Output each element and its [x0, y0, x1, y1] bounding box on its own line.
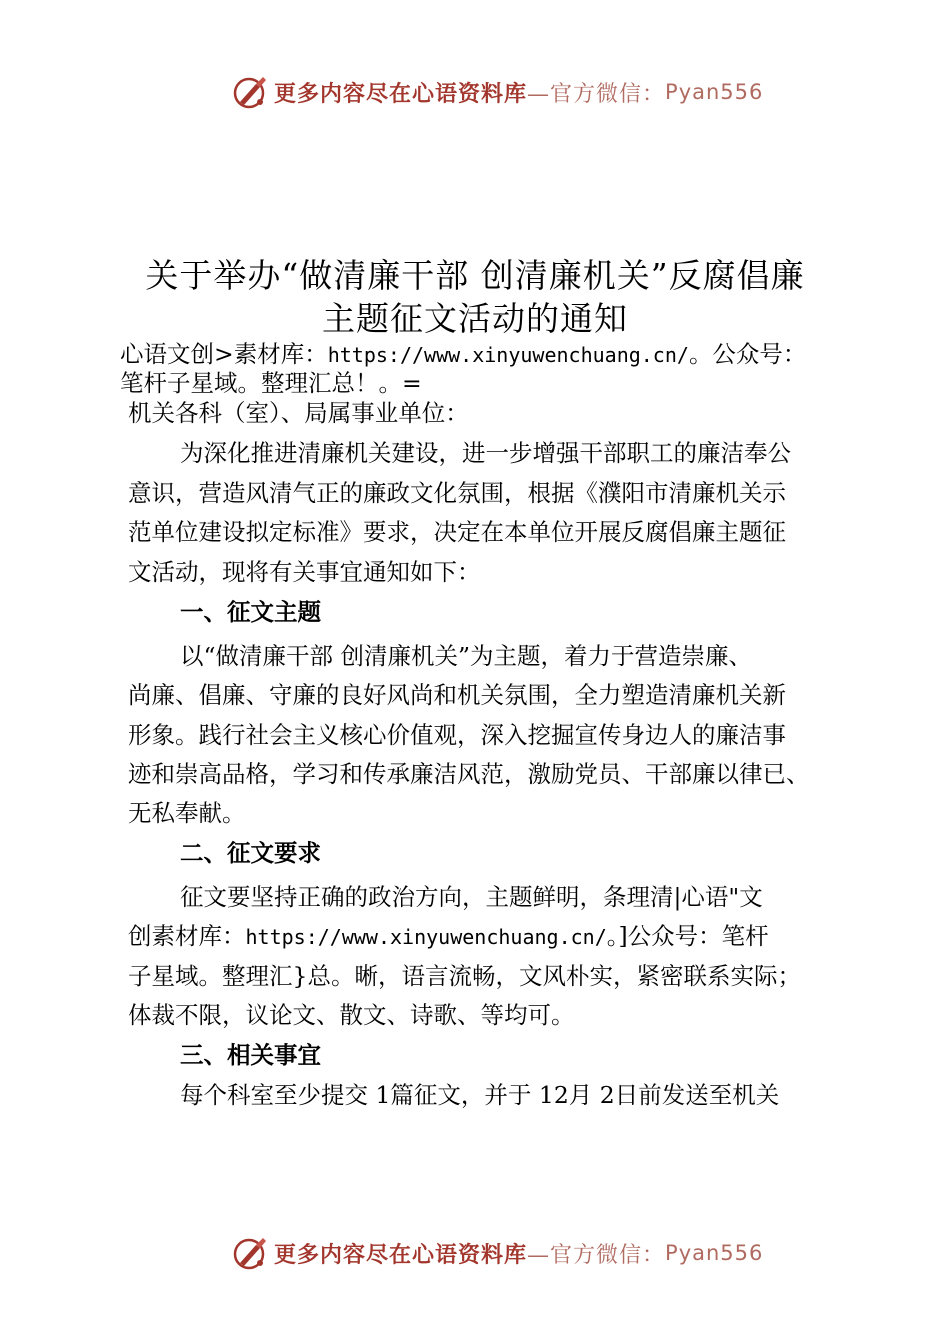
document-title-line-2: 主题征文活动的通知: [322, 299, 628, 338]
section3-line: 每个科室至少提交 1篇征文，并于 12月 2日前发送至机关: [180, 1081, 780, 1109]
section-heading-theme: 一、征文主题: [180, 598, 321, 626]
section1-line: 尚廉、倡廉、守廉的良好风尚和机关氛围，全力塑造清廉机关新: [128, 681, 786, 709]
section1-line: 迹和崇高品格，学习和传承廉洁风范，激励党员、干部廉以律已、: [128, 760, 810, 788]
watermark-wechat-id: Pyan556: [665, 80, 764, 104]
section2-url: https://www.xinyuwenchuang.cn/: [245, 925, 607, 949]
addressee: 机关各科（室）、局属事业单位：: [128, 399, 469, 427]
section2-line: 子星域。整理汇}总。晰，语言流畅，文风朴实，紧密联系实际；: [128, 962, 801, 990]
section2-line: 体裁不限，议论文、散文、诗歌、等均可。: [128, 1001, 575, 1029]
section2-line-suffix: 。]公众号：笔杆: [606, 922, 769, 950]
watermark-wechat-id: Pyan556: [665, 1241, 764, 1265]
source-note-line-1: [120, 340, 806, 369]
pen-logo-icon: [230, 72, 270, 112]
source-note-line-2: 笔杆子星域。整理汇总！。=: [120, 369, 422, 397]
footer-watermark: [230, 1233, 763, 1273]
section2-line: 征文要坚持正确的政治方向，主题鲜明，条理清|心语"文: [180, 883, 763, 911]
watermark-main-text: 更多内容尽在心语资料库: [274, 1241, 528, 1268]
section-heading-matters: 三、相关事宜: [180, 1041, 321, 1069]
intro-line: 范单位建设拟定标准》要求，决定在本单位开展反腐倡廉主题征: [128, 518, 786, 546]
section1-line: 形象。践行社会主义核心价值观，深入挖掘宣传身边人的廉洁事: [128, 721, 786, 749]
source-note-suffix: 。公众号：: [688, 340, 807, 368]
watermark-sub-text: —官方微信：: [527, 81, 666, 107]
source-note-url: https://www.xinyuwenchuang.cn/: [327, 343, 689, 367]
pen-logo-icon: [230, 1233, 270, 1273]
source-note-prefix: 心语文创>素材库：: [120, 340, 328, 368]
watermark-main-text: 更多内容尽在心语资料库: [274, 80, 528, 107]
intro-line: 意识，营造风清气正的廉政文化氛围，根据《濮阳市清廉机关示: [128, 479, 786, 507]
document-title-line-1: 关于举办“做清廉干部 创清廉机关”反腐倡廉: [145, 256, 805, 295]
section1-line: 无私奉献。: [128, 799, 246, 827]
intro-line: 为深化推进清廉机关建设，进一步增强干部职工的廉洁奉公: [180, 439, 791, 467]
section-heading-requirements: 二、征文要求: [180, 839, 321, 867]
watermark-sub-text: —官方微信：: [527, 1242, 666, 1268]
header-watermark: [230, 72, 763, 112]
section2-line-prefix: 创素材库：: [128, 922, 246, 950]
section2-line: [128, 922, 769, 951]
intro-line: 文活动，现将有关事宜通知如下：: [128, 558, 481, 586]
section1-line: 以“做清廉干部 创清廉机关”为主题，着力于营造崇廉、: [180, 642, 752, 670]
